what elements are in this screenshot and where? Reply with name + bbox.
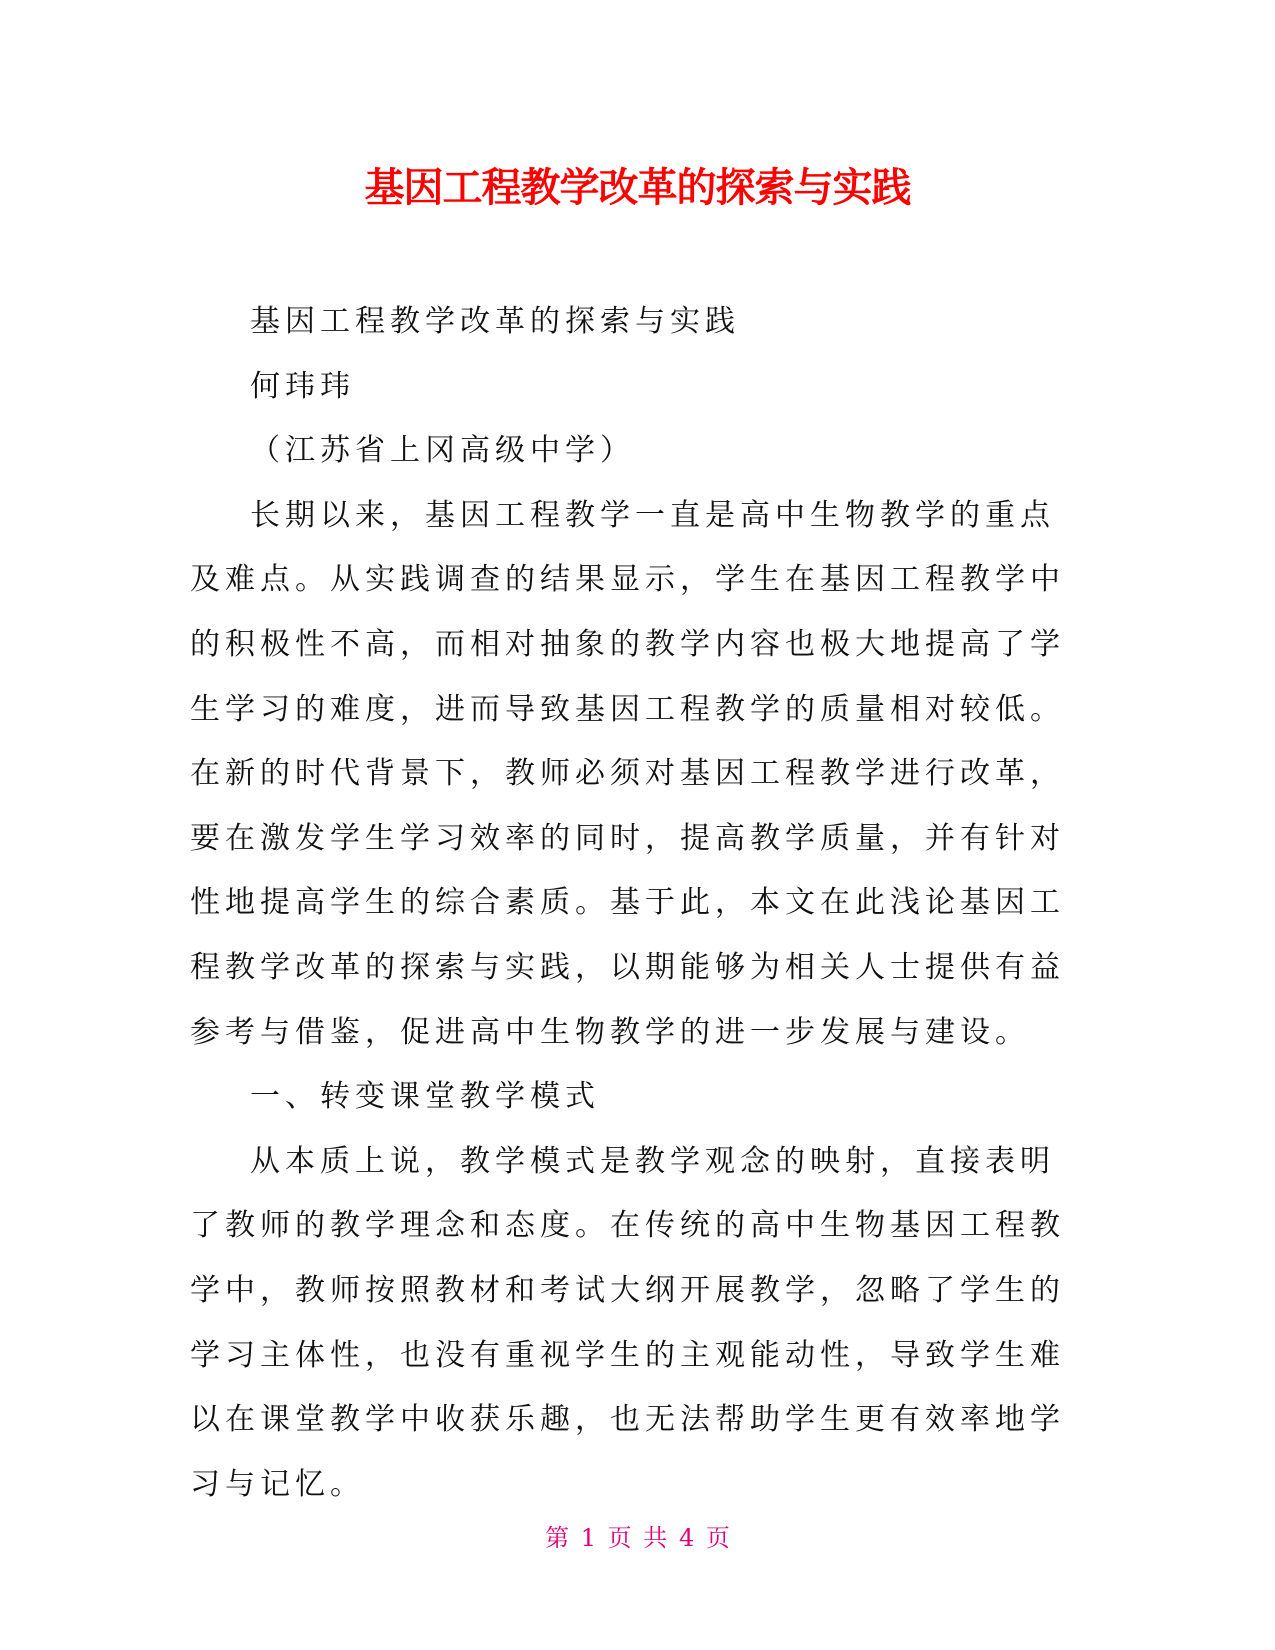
author-name: 何玮玮: [250, 368, 355, 404]
author-affiliation: （江苏省上冈高级中学）: [250, 433, 635, 469]
article-heading: 基因工程教学改革的探索与实践: [250, 304, 740, 339]
page-number: 第 1 页 共 4 页: [545, 1524, 730, 1552]
document-title: 基因工程教学改革的探索与实践: [364, 165, 911, 211]
document-body: [190, 290, 1085, 1517]
section-heading: 一、转变课堂教学模式: [250, 1079, 600, 1115]
paragraph-intro: 长期以来，基因工程教学一直是高中生物教学的重点及难点。从实践调查的结果显示，学生在基因工程教学中的积极性不高，而相对抽象的教学内容也极大地提高了学生学习的难度，进而导致基因工程教学的质量相对较低。在新的时代背景下，教师必须对基因工程教学进行改革，要在激发学生学习效率的同时，提高教学质量，并有针对性地提高学生的综合素质。基于此，本文在此浅论基因工程教学改革的探索与实践，以期能够为相关人士提供有益参考与借鉴，促进高中生物教学的进一步发展与建设。: [190, 497, 1065, 1050]
paragraph-section-1: 从本质上说，教学模式是教学观念的映射，直接表明了教师的教学理念和态度。在传统的高中生物基因工程教学中，教师按照教材和考试大纲开展教学，忽略了学生的学习主体性，也没有重视学生的主观能动性，导致学生难以在课堂教学中收获乐趣，也无法帮助学生更有效率地学习与记忆。: [190, 1143, 1065, 1502]
